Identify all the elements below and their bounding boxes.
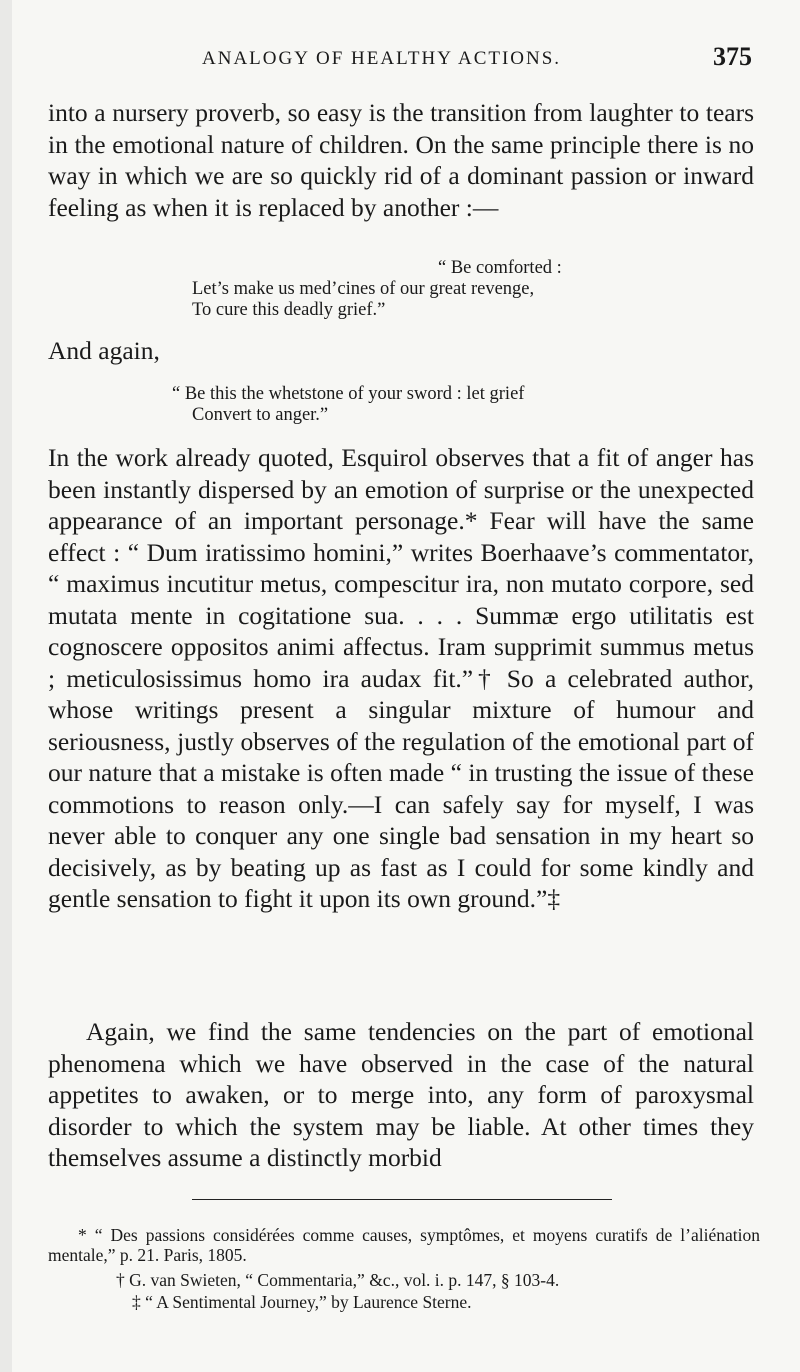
paragraph-2: And again,	[48, 336, 160, 365]
page-number: 375	[713, 42, 752, 71]
footnote-dagger: † G. van Swieten, “ Commentaria,” &c., vol. i. p. 147, § 103-4.	[116, 1270, 560, 1290]
quote-2-line-1: “ Be this the whetstone of your sword : let grief	[172, 384, 525, 404]
paragraph-3: In the work already quoted, Esquirol observes that a fit of anger has been instantly dispersed by an emotion of surprise or the unexpected appearance of an important personage.* Fear will have the same effect : “ Dum iratissimo homini,” writes Boerhaave’s commentator, “ maximus incutitur metus, compescitur ira, non mutato corpore, sed mutata mente in cogitatione sua. . . . Summæ ergo utilitatis est cognoscere oppositos animi affectus. Iram supprimit summus metus ; meticulosissimus homo ira audax fit.”† So a celebrated author, whose writings present a singular mixture of humour and seriousness, justly observes of the regulation of the emotional part of our nature that a mistake is often made “ in trusting the issue of these commotions to reason only.—I can safely say for myself, I was never able to conquer any one single bad sensation in my heart so decisively, as by beating up as fast as I could for some kindly and gentle sensation to fight it upon its own ground.”‡	[48, 443, 754, 913]
quote-2-line-2: Convert to anger.”	[192, 405, 329, 425]
footnote-rule	[192, 1199, 612, 1200]
quote-1-line-1: “ Be comforted :	[438, 258, 562, 278]
running-title: ANALOGY OF HEALTHY ACTIONS.	[202, 48, 562, 69]
book-page	[12, 0, 800, 1372]
quote-1-line-3: To cure this deadly grief.”	[192, 300, 386, 320]
footnote-asterisk: * “ Des passions considérées comme causes, symptômes, et moyens curatifs de l’aliénation mentale,” p. 21. Paris, 1805.	[48, 1225, 760, 1265]
paragraph-4: Again, we find the same tendencies on the part of emotional phenomena which we have observed in the case of the natural appetites to awaken, or to merge into, any form of paroxysmal disorder to which the system may be liable. At other times they themselves assume a distinctly morbid	[48, 1017, 754, 1172]
page-header	[60, 44, 752, 84]
paragraph-1: into a nursery proverb, so easy is the transition from laughter to tears in the emotional nature of children. On the same principle there is no way in which we are so quickly rid of a dominant passion or inward feeling as when it is replaced by another :—	[48, 98, 754, 222]
quote-1-line-2: Let’s make us med’cines of our great revenge,	[192, 279, 535, 299]
footnote-double-dagger: ‡ “ A Sentimental Journey,” by Laurence Sterne.	[132, 1292, 472, 1312]
